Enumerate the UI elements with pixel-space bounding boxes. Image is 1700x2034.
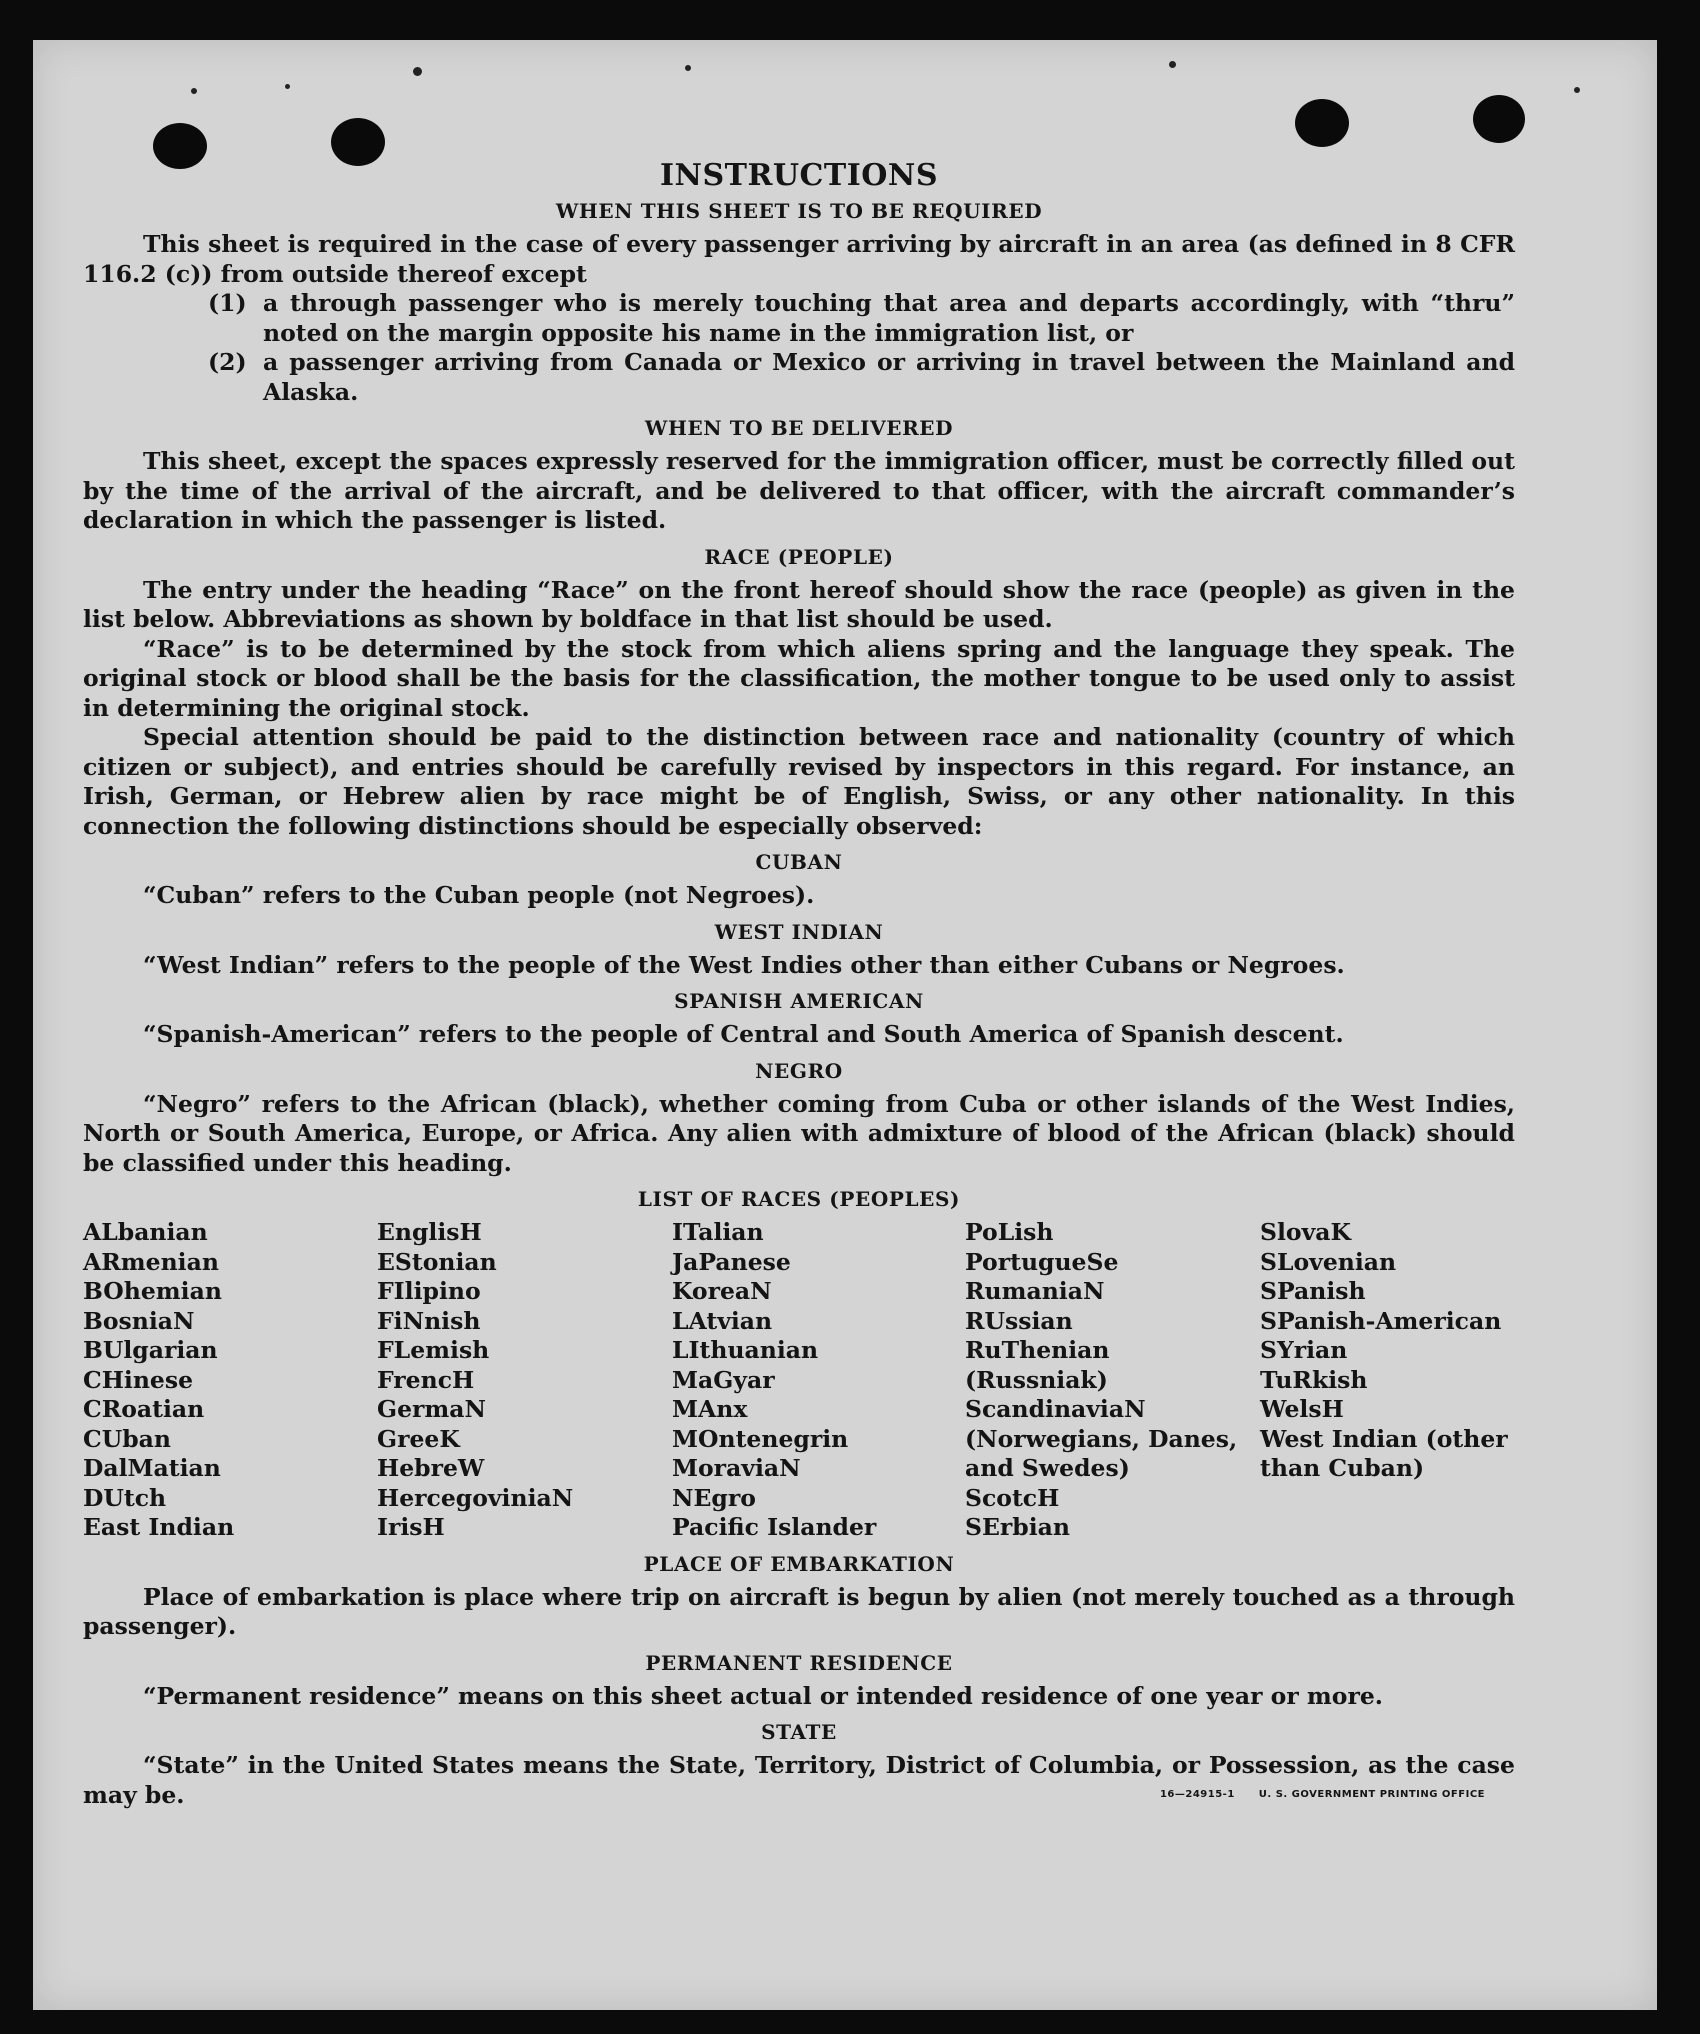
section-heading: WHEN TO BE DELIVERED <box>644 416 954 440</box>
paragraph: “Race” is to be determined by the stock from which aliens spring and the language they speak. The original stock or blood shall be the basis for the classification, the mother tongue to be used only to assist in determining the original stock. <box>83 634 1515 722</box>
race-entry: GermaN <box>377 1395 486 1423</box>
races-list <box>83 1218 1515 1543</box>
race-entry: SYrian <box>1260 1336 1348 1364</box>
race-entry: CRoatian <box>83 1395 205 1423</box>
instructions-text <box>83 158 1515 1809</box>
paragraph: “Negro” refers to the African (black), whether coming from Cuba or other islands of the West Indies, North or South America, Europe, or Africa. Any alien with admixture of blood of the African (black) should be classified under this heading. <box>83 1089 1515 1177</box>
punch-hole <box>1473 95 1525 143</box>
ink-speck <box>191 88 197 94</box>
races-column <box>83 1218 377 1543</box>
race-entry: PoLish <box>965 1218 1054 1246</box>
race-entry: West Indian (other than Cuban) <box>1260 1424 1508 1482</box>
race-entry: HebreW <box>377 1454 485 1482</box>
race-entry: SLovenian <box>1260 1247 1397 1276</box>
race-entry: GreeK <box>377 1424 460 1453</box>
race-entry: IrisH <box>377 1513 445 1541</box>
section-heading: RACE (PEOPLE) <box>704 544 894 569</box>
race-entry: RuThenian (Russniak) <box>965 1336 1110 1394</box>
race-entry: KoreaN <box>672 1277 772 1305</box>
paragraph: Place of embarkation is place where trip on aircraft is begun by alien (not merely touched as a through passenger). <box>83 1582 1515 1640</box>
paragraph: “Spanish-American” refers to the people of Central and South America of Spanish descent. <box>143 1020 1344 1048</box>
ink-speck <box>413 67 422 76</box>
paragraph: “West Indian” refers to the people of the West Indies other than either Cubans or Negroes. <box>143 950 1345 979</box>
race-entry: Pacific Islander <box>672 1513 877 1541</box>
race-entry: LAtvian <box>672 1306 773 1335</box>
race-entry: DUtch <box>83 1483 167 1512</box>
paragraph: The entry under the heading “Race” on the front hereof should show the race (people) as given in the list below. Abbreviations as shown by boldface in that list should be used. <box>83 575 1515 633</box>
section-heading: PLACE OF EMBARKATION <box>643 1551 955 1576</box>
section-heading: SPANISH AMERICAN <box>674 989 924 1013</box>
race-entry: East Indian <box>83 1513 235 1541</box>
race-entry: FrencH <box>377 1365 475 1394</box>
race-entry: FiNnish <box>377 1306 481 1335</box>
race-entry: CHinese <box>83 1365 194 1394</box>
ink-speck <box>285 84 290 89</box>
race-entry: SPanish <box>1260 1277 1366 1305</box>
paragraph: “State” in the United States means the State, Territory, District of Columbia, or Possession, as the case may be. <box>83 1751 1515 1809</box>
section-heading: CUBAN <box>755 850 843 874</box>
race-entry: ITalian <box>672 1218 764 1246</box>
race-entry: ScotcH <box>965 1483 1060 1512</box>
races-column <box>377 1218 672 1543</box>
paragraph: “Cuban” refers to the Cuban people (not Negroes). <box>143 881 815 909</box>
race-entry: ScandinaviaN (Norwegians, Danes, and Swedes) <box>965 1395 1238 1482</box>
race-entry: DalMatian <box>83 1454 221 1482</box>
ink-speck <box>1574 87 1580 93</box>
list-text: a passenger arriving from Canada or Mexico or arriving in travel between the Mainland and Alaska. <box>263 348 1515 406</box>
race-entry: BosniaN <box>83 1306 195 1335</box>
section-heading: PERMANENT RESIDENCE <box>645 1650 953 1675</box>
list-number: (2) <box>208 348 247 376</box>
paragraph: Special attention should be paid to the distinction between race and nationality (country of which citizen or subject), and entries should be carefully revised by inspectors in this regard. For instance, an Irish, German, or Hebrew alien by race might be of English, Swiss, or any other nationality. In this connection the following distinctions should be especially observed: <box>83 723 1515 840</box>
section-heading: WEST INDIAN <box>714 919 884 944</box>
race-entry: FLemish <box>377 1336 490 1364</box>
race-entry: MoraviaN <box>672 1454 801 1482</box>
paragraph: “Permanent residence” means on this sheet actual or intended residence of one year or more. <box>143 1681 1383 1710</box>
race-entry: RUssian <box>965 1306 1073 1335</box>
document-page <box>33 40 1657 2010</box>
race-entry: SPanish-American <box>1260 1306 1502 1335</box>
race-entry: MAnx <box>672 1395 748 1423</box>
page-title: INSTRUCTIONS <box>660 158 938 193</box>
race-entry: FIlipino <box>377 1277 481 1305</box>
race-entry: NEgro <box>672 1483 756 1512</box>
list-item <box>83 289 1515 348</box>
race-entry: SErbian <box>965 1513 1070 1541</box>
list-item <box>83 348 1515 407</box>
race-entry: LIthuanian <box>672 1336 819 1364</box>
race-entry: HercegoviniaN <box>377 1483 574 1512</box>
race-entry: MaGyar <box>672 1365 775 1394</box>
race-entry: ALbanian <box>83 1218 208 1246</box>
race-entry: BOhemian <box>83 1277 222 1305</box>
section-heading: WHEN THIS SHEET IS TO BE REQUIRED <box>555 199 1043 223</box>
race-entry: JaPanese <box>672 1247 791 1276</box>
race-entry: SlovaK <box>1260 1218 1351 1246</box>
race-entry: EStonian <box>377 1247 497 1276</box>
ink-speck <box>685 65 691 71</box>
race-entry: ARmenian <box>83 1247 219 1276</box>
race-entry: RumaniaN <box>965 1277 1105 1305</box>
races-column <box>965 1218 1260 1543</box>
race-entry: BUlgarian <box>83 1336 218 1364</box>
races-column <box>1260 1218 1515 1543</box>
section-heading: NEGRO <box>755 1058 843 1083</box>
race-entry: TuRkish <box>1260 1365 1368 1394</box>
imprint-code: 16—24915-1 <box>1159 1789 1235 1800</box>
race-entry: MOntenegrin <box>672 1424 849 1453</box>
race-entry: WelsH <box>1260 1395 1344 1423</box>
section-heading: STATE <box>761 1720 837 1744</box>
race-entry: EnglisH <box>377 1218 482 1246</box>
list-number: (1) <box>208 289 247 317</box>
imprint-printer: U. S. GOVERNMENT PRINTING OFFICE <box>1258 1789 1485 1800</box>
ink-speck <box>1169 61 1176 68</box>
punch-hole <box>1295 99 1349 147</box>
list-text: a through passenger who is merely touching that area and departs accordingly, with “thru” noted on the margin opposite his name in the immigration list, or <box>263 289 1515 347</box>
section-heading: LIST OF RACES (PEOPLES) <box>637 1187 961 1211</box>
race-entry: CUban <box>83 1424 171 1453</box>
race-entry: PortugueSe <box>965 1247 1119 1276</box>
paragraph: This sheet is required in the case of every passenger arriving by aircraft in an area (as defined in 8 CFR 116.2 (c)) from outside thereof except <box>83 230 1515 288</box>
races-column <box>672 1218 965 1543</box>
paragraph: This sheet, except the spaces expressly reserved for the immigration officer, must be correctly filled out by the time of the arrival of the aircraft, and be delivered to that officer, with the aircraft commander’s declaration in which the passenger is listed. <box>83 447 1515 534</box>
